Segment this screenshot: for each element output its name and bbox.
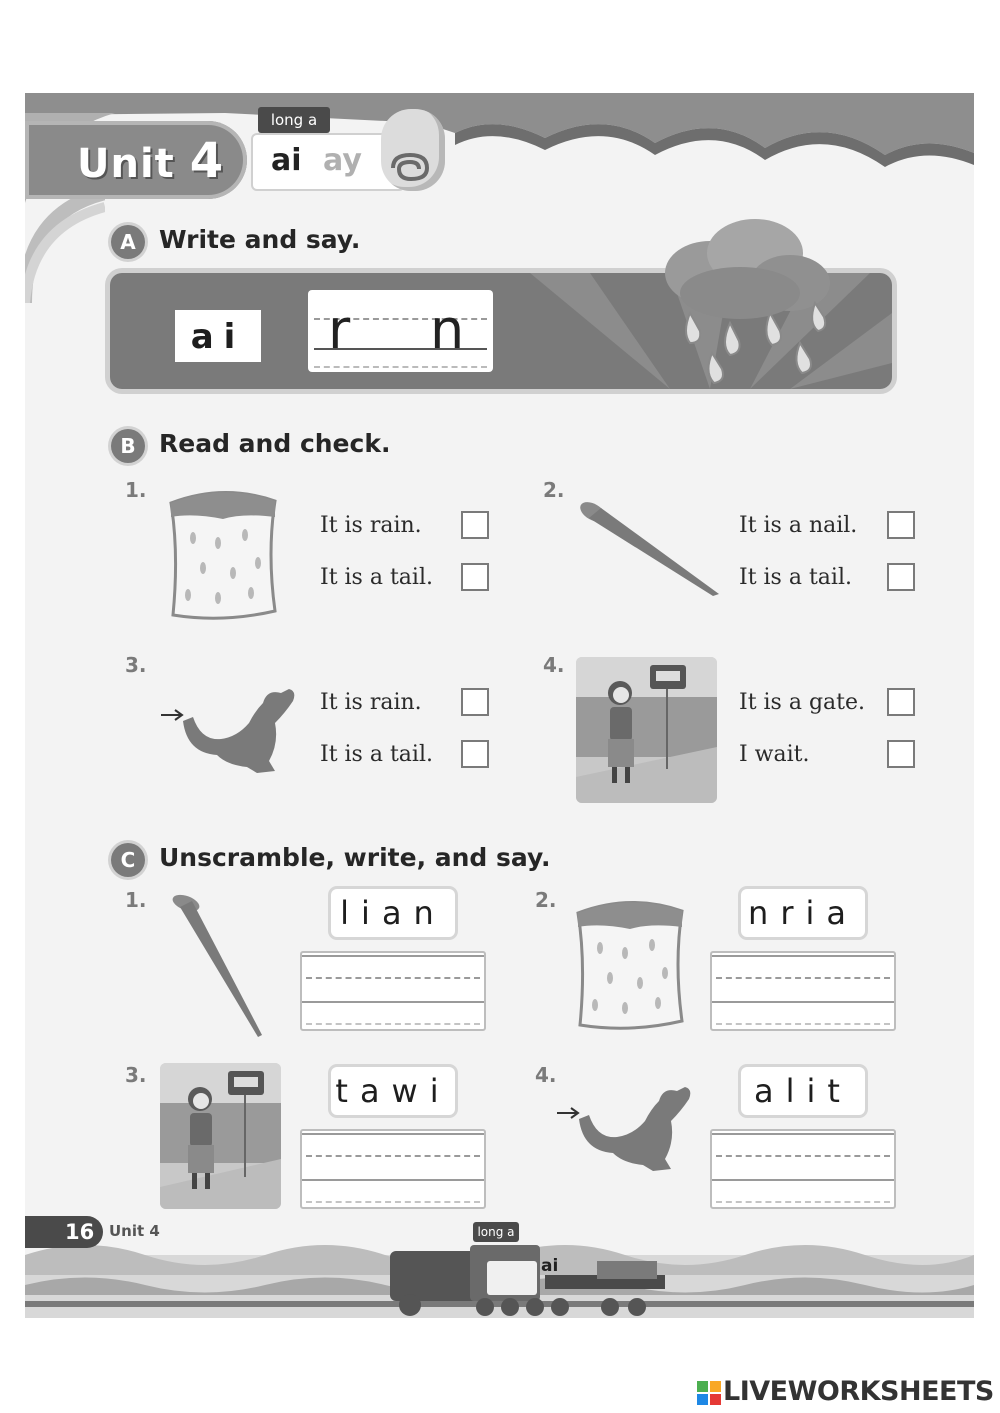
- liveworksheets-logo-icon: [697, 1381, 721, 1405]
- b-item-1-checkbox-2[interactable]: [461, 563, 489, 591]
- girl-waiting-picture: [576, 657, 717, 803]
- c-item-3-answer-lines[interactable]: [300, 1129, 486, 1209]
- unit-number: 4: [189, 133, 225, 189]
- c-item-4-scrambled: alit: [741, 1067, 865, 1115]
- girl-waiting-picture-2: [160, 1063, 281, 1209]
- b-item-4-checkbox-2[interactable]: [887, 740, 915, 768]
- long-a-tag: long a: [258, 107, 330, 133]
- b-item-3-option-2: It is a tail.: [320, 742, 433, 767]
- b-item-2-option-2: It is a tail.: [739, 565, 852, 590]
- section-b-badge: B: [111, 429, 145, 463]
- section-a-title: Write and say.: [159, 225, 361, 254]
- section-b-title: Read and check.: [159, 429, 391, 458]
- nail-picture-icon: [575, 498, 725, 598]
- rain-cloud-icon: [640, 203, 840, 413]
- rain-picture-icon-2: [570, 893, 690, 1033]
- letter-n: n: [430, 298, 465, 361]
- b-item-4-option-2: I wait.: [739, 742, 810, 767]
- section-c-badge: C: [111, 843, 145, 877]
- b-item-2-checkbox-1[interactable]: [887, 511, 915, 539]
- footer-unit-label: Unit 4: [109, 1222, 160, 1240]
- c-item-3-scrambled: tawi: [331, 1067, 455, 1115]
- phonics-primary: ai: [271, 143, 302, 178]
- kangaroo-tail-picture-icon: [157, 683, 307, 778]
- phonics-secondary: ay: [323, 143, 362, 178]
- rainbow-corner: [25, 193, 105, 303]
- c-item-2-scrambled: nria: [741, 889, 865, 937]
- unit-title: [77, 133, 224, 189]
- b-item-1-option-1: It is rain.: [320, 513, 422, 538]
- b-item-3-number: 3.: [125, 653, 147, 677]
- page-number: 16: [65, 1220, 95, 1244]
- b-item-1-number: 1.: [125, 478, 147, 502]
- c-item-2-number: 2.: [535, 888, 557, 912]
- girl-waiting-icon-2: [160, 1063, 281, 1209]
- b-item-3-checkbox-1[interactable]: [461, 688, 489, 716]
- c-item-4-answer-lines[interactable]: [710, 1129, 896, 1209]
- girl-waiting-icon: [576, 657, 717, 803]
- b-item-3-option-1: It is rain.: [320, 690, 422, 715]
- worksheet-page: [25, 93, 974, 1318]
- letter-r: r: [328, 298, 351, 361]
- nail-picture-icon-2: [170, 893, 270, 1038]
- c-item-4-number: 4.: [535, 1063, 557, 1087]
- c-item-1-number: 1.: [125, 888, 147, 912]
- b-item-4-checkbox-1[interactable]: [887, 688, 915, 716]
- swirl-icon: [385, 151, 435, 185]
- b-item-2-number: 2.: [543, 478, 565, 502]
- b-item-1-option-2: It is a tail.: [320, 565, 433, 590]
- b-item-2-checkbox-2[interactable]: [887, 563, 915, 591]
- kangaroo-tail-picture-icon-2: [553, 1081, 703, 1176]
- pattern-ai-box: ai: [175, 310, 261, 362]
- c-item-1-scrambled: lian: [331, 889, 455, 937]
- c-item-2-answer-lines[interactable]: [710, 951, 896, 1031]
- b-item-3-checkbox-2[interactable]: [461, 740, 489, 768]
- b-item-4-option-1: It is a gate.: [739, 690, 866, 715]
- b-item-1-checkbox-1[interactable]: [461, 511, 489, 539]
- liveworksheets-brand: LIVEWORKSHEETS: [723, 1376, 994, 1407]
- b-item-4-number: 4.: [543, 653, 565, 677]
- truck-long-a-tag: long a: [473, 1222, 519, 1242]
- rain-picture-icon: [163, 483, 283, 623]
- b-item-2-option-1: It is a nail.: [739, 513, 858, 538]
- c-item-3-number: 3.: [125, 1063, 147, 1087]
- section-c-title: Unscramble, write, and say.: [159, 843, 551, 872]
- truck-pattern: ai: [541, 1256, 559, 1276]
- c-item-1-answer-lines[interactable]: [300, 951, 486, 1031]
- section-a-badge: A: [111, 225, 145, 259]
- unit-label: Unit: [77, 141, 175, 187]
